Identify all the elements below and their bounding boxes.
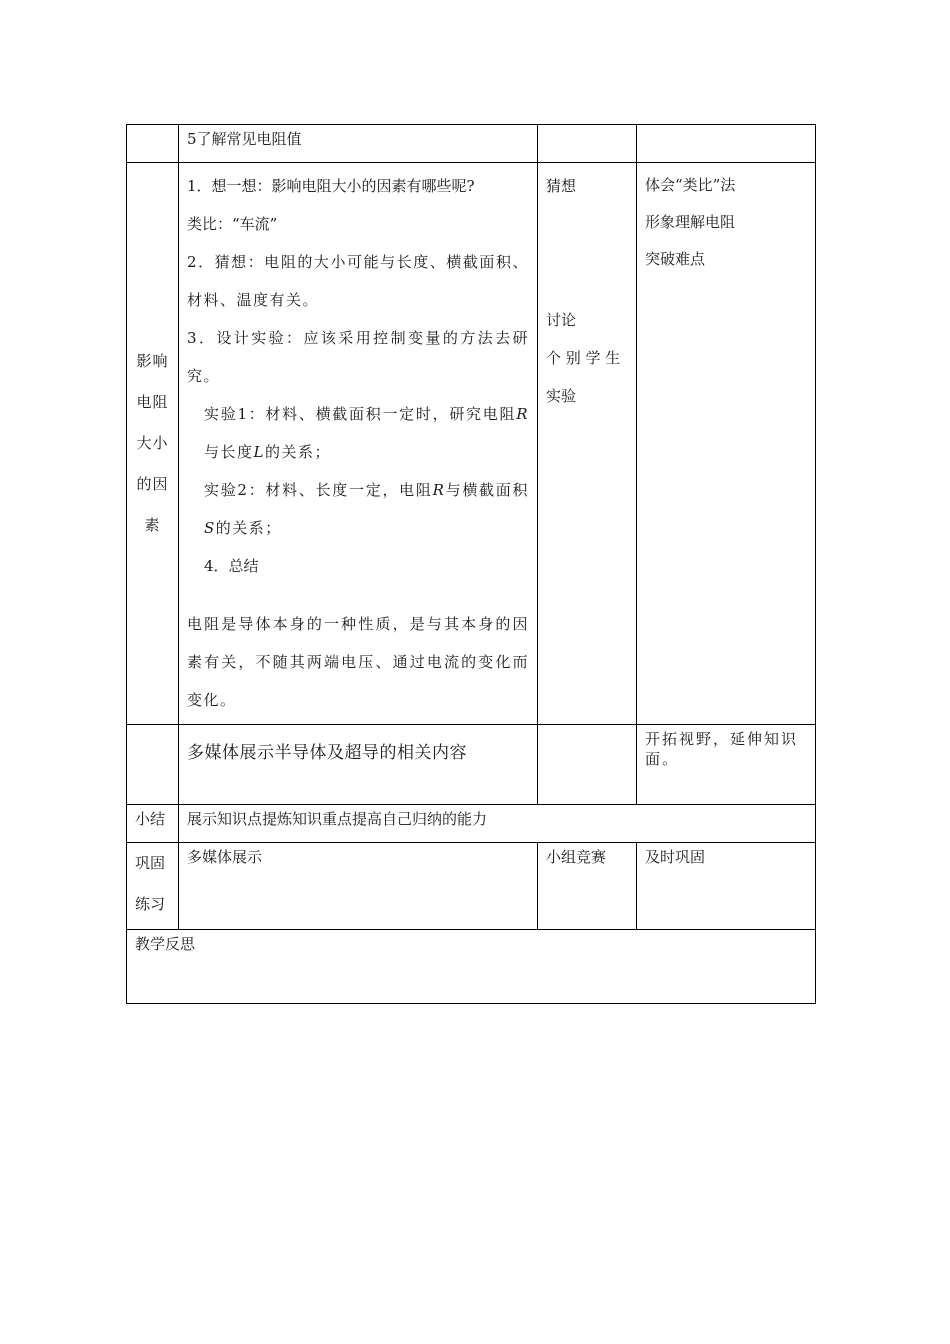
table-row bbox=[127, 125, 816, 163]
intent-line-3: 突破难点 bbox=[645, 250, 706, 268]
table-cell bbox=[538, 725, 637, 805]
practice-content-cell bbox=[179, 843, 538, 930]
experiment-2-text: 实验2：材料、长度一定，电阻 bbox=[204, 481, 433, 499]
practice-intent-cell bbox=[637, 843, 816, 930]
table-cell bbox=[179, 125, 538, 163]
question-4: 4．总结 bbox=[204, 557, 259, 575]
variable-l: L bbox=[253, 443, 265, 461]
table-row bbox=[127, 725, 816, 805]
reflection-label: 教学反思 bbox=[135, 935, 196, 953]
media-intent: 开拓视野，延伸知识面。 bbox=[645, 730, 799, 768]
experiment-2-text: 与横截面积 bbox=[445, 481, 529, 499]
table-cell bbox=[637, 125, 816, 163]
reflection-cell bbox=[127, 930, 816, 1004]
experiment-1-text: 实验1：材料、横截面积一定时，研究电阻 bbox=[204, 405, 517, 423]
table-row bbox=[127, 843, 816, 930]
intent-line-2: 形象理解电阻 bbox=[645, 213, 736, 231]
row1-content: 5了解常见电阻值 bbox=[187, 130, 302, 148]
table-cell bbox=[127, 725, 179, 805]
question-3: 3．设计实验：应该采用控制变量的方法去研究。 bbox=[187, 329, 529, 385]
summary-content: 展示知识点提炼知识重点提高自己归纳的能力 bbox=[187, 810, 488, 828]
practice-label: 巩固练习 bbox=[135, 854, 166, 913]
variable-s: S bbox=[204, 519, 216, 537]
table-row bbox=[127, 805, 816, 843]
summary-content-cell bbox=[179, 805, 816, 843]
media-intent-cell bbox=[637, 725, 816, 805]
media-content: 多媒体展示半导体及超导的相关内容 bbox=[187, 743, 467, 763]
teaching-content-cell bbox=[179, 163, 538, 725]
media-content-cell bbox=[179, 725, 538, 805]
practice-label-cell bbox=[127, 843, 179, 930]
section-label: 影响电阻大小的因素 bbox=[136, 352, 169, 534]
question-1: 1．想一想：影响电阻大小的因素有哪些呢? bbox=[187, 177, 475, 195]
experiment-1-text: 与长度 bbox=[204, 443, 254, 461]
conclusion: 电阻是导体本身的一种性质，是与其本身的因素有关，不随其两端电压、通过电流的变化而变化。 bbox=[187, 615, 529, 709]
variable-r: R bbox=[432, 481, 446, 499]
experiment-1 bbox=[187, 395, 529, 471]
question-2: 2．猜想：电阻的大小可能与长度、横截面积、材料、温度有关。 bbox=[187, 253, 529, 309]
experiment-2 bbox=[187, 471, 529, 547]
practice-activity: 小组竞赛 bbox=[546, 848, 607, 866]
activity-individual: 个 别 学 生 bbox=[546, 349, 621, 367]
section-label-cell bbox=[127, 163, 179, 725]
activity-discuss: 讨论 bbox=[546, 311, 577, 329]
table-row bbox=[127, 930, 816, 1004]
table-cell bbox=[538, 125, 637, 163]
activity-experiment: 实验 bbox=[546, 387, 577, 405]
analogy-line: 类比：“车流” bbox=[187, 215, 278, 233]
intent-line-1: 体会“类比”法 bbox=[645, 176, 736, 194]
practice-activity-cell bbox=[538, 843, 637, 930]
summary-label-cell bbox=[127, 805, 179, 843]
practice-content: 多媒体展示 bbox=[187, 848, 263, 866]
table-cell bbox=[127, 125, 179, 163]
table-row bbox=[127, 163, 816, 725]
experiment-1-text: 的关系； bbox=[264, 443, 331, 461]
experiment-2-text: 的关系； bbox=[215, 519, 282, 537]
lesson-plan-table bbox=[126, 124, 816, 1004]
summary-label: 小结 bbox=[135, 810, 166, 828]
variable-r: R bbox=[516, 405, 529, 423]
practice-intent: 及时巩固 bbox=[645, 848, 706, 866]
design-intent-cell bbox=[637, 163, 816, 725]
student-activity-cell bbox=[538, 163, 637, 725]
activity-guess: 猜想 bbox=[546, 177, 577, 195]
